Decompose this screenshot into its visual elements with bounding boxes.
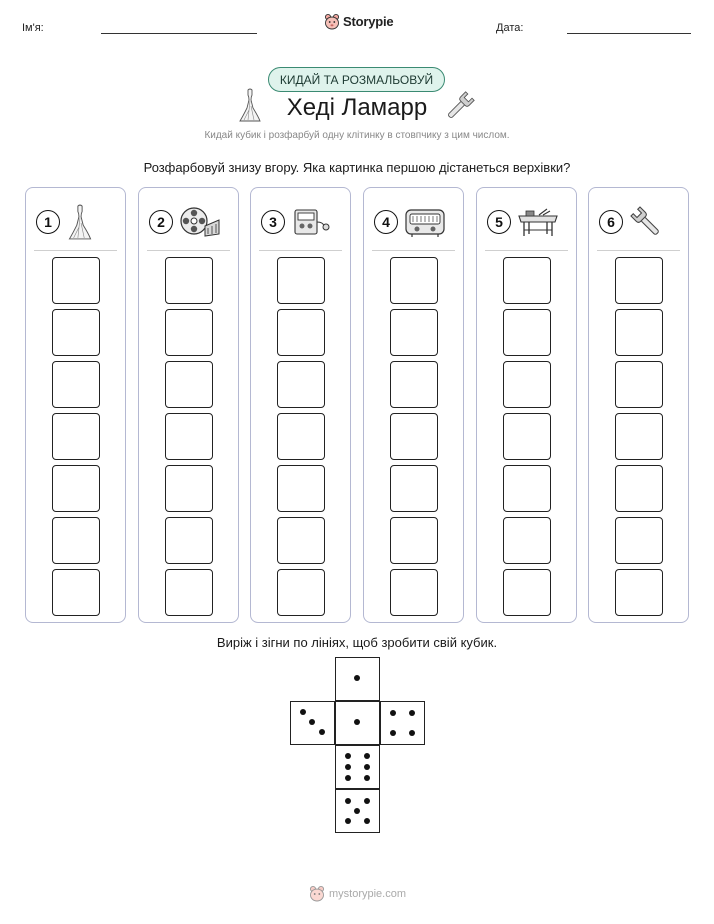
- dice-pip: [354, 719, 360, 725]
- storypie-logo: [324, 13, 393, 30]
- dice-pip: [345, 798, 351, 804]
- coloring-cell[interactable]: [165, 309, 213, 356]
- column-3: [250, 187, 351, 623]
- column-divider: [147, 250, 230, 251]
- coloring-cell[interactable]: [277, 309, 325, 356]
- footer: [309, 885, 406, 902]
- coloring-cells: [165, 257, 214, 621]
- coloring-cells: [615, 257, 664, 621]
- coloring-cell[interactable]: [277, 569, 325, 616]
- wrench-icon: [444, 90, 476, 127]
- column-4: [363, 187, 464, 623]
- coloring-cell[interactable]: [277, 361, 325, 408]
- coloring-cell[interactable]: [390, 465, 438, 512]
- coloring-cell[interactable]: [52, 361, 100, 408]
- dice-pip: [354, 808, 360, 814]
- column-number: 6: [599, 210, 623, 234]
- coloring-cells: [52, 257, 101, 621]
- cut-instruction: Виріж і зігни по лініях, щоб зробити свій кубик.: [216, 635, 498, 650]
- coloring-cell[interactable]: [615, 309, 663, 356]
- coloring-cell[interactable]: [615, 569, 663, 616]
- column-number: 4: [374, 210, 398, 234]
- page-title: Хеді Ламарр: [286, 94, 428, 121]
- coloring-cell[interactable]: [277, 413, 325, 460]
- coloring-cell[interactable]: [52, 517, 100, 564]
- coloring-cell[interactable]: [615, 413, 663, 460]
- coloring-cell[interactable]: [52, 569, 100, 616]
- coloring-cell[interactable]: [52, 465, 100, 512]
- date-write-line: [567, 33, 691, 34]
- storypie-mascot-icon: [309, 885, 325, 902]
- coloring-cell[interactable]: [503, 309, 551, 356]
- coloring-cell[interactable]: [52, 413, 100, 460]
- workbench-icon: [517, 206, 559, 238]
- dice-pip: [345, 753, 351, 759]
- column-number: 2: [149, 210, 173, 234]
- coloring-cell[interactable]: [165, 465, 213, 512]
- wrench-icon: [629, 205, 663, 239]
- column-divider: [34, 250, 117, 251]
- name-label: Ім'я:: [22, 22, 44, 34]
- dice-pip: [409, 710, 415, 716]
- coloring-cell[interactable]: [503, 257, 551, 304]
- dice-pip: [364, 798, 370, 804]
- footer-url: mystorypie.com: [329, 887, 407, 900]
- column-2: [138, 187, 239, 623]
- coloring-cell[interactable]: [390, 517, 438, 564]
- vintage-radio-icon: [404, 206, 446, 238]
- coloring-cell[interactable]: [165, 517, 213, 564]
- coloring-cell[interactable]: [277, 257, 325, 304]
- coloring-cell[interactable]: [503, 517, 551, 564]
- coloring-cell[interactable]: [390, 413, 438, 460]
- dice-pip: [345, 775, 351, 781]
- coloring-cell[interactable]: [390, 309, 438, 356]
- coloring-cells: [390, 257, 439, 621]
- activity-badge: КИДАЙ ТА РОЗМАЛЬОВУЙ: [268, 67, 445, 92]
- coloring-cell[interactable]: [503, 465, 551, 512]
- coloring-cell[interactable]: [165, 413, 213, 460]
- column-1: [25, 187, 126, 623]
- dice-pip: [364, 764, 370, 770]
- coloring-cell[interactable]: [390, 361, 438, 408]
- radio-transmitter-icon: [291, 206, 331, 238]
- dice-pip: [309, 719, 315, 725]
- dice-pip: [319, 729, 325, 735]
- column-number: 5: [487, 210, 511, 234]
- subtitle: Кидай кубик і розфарбуй одну клітинку в стовпчику з цим числом.: [204, 130, 510, 141]
- coloring-cell[interactable]: [277, 465, 325, 512]
- coloring-cell[interactable]: [52, 257, 100, 304]
- dice-pip: [409, 730, 415, 736]
- dice-face-3: [290, 701, 335, 745]
- coloring-cell[interactable]: [615, 361, 663, 408]
- column-divider: [372, 250, 455, 251]
- film-reel-icon: [179, 206, 221, 238]
- instruction: Розфарбовуй знизу вгору. Яка картинка першою дістанеться верхівки?: [143, 160, 571, 175]
- coloring-cell[interactable]: [390, 257, 438, 304]
- dice-face-5: [335, 789, 380, 833]
- column-6: [588, 187, 689, 623]
- dice-pip: [345, 764, 351, 770]
- dice-pip: [364, 753, 370, 759]
- column-divider: [485, 250, 568, 251]
- dice-pip: [390, 710, 396, 716]
- dice-pip: [364, 818, 370, 824]
- dice-face-4: [380, 701, 425, 745]
- dice-pip: [364, 775, 370, 781]
- dice-face-1: [335, 701, 380, 745]
- dice-pip: [345, 818, 351, 824]
- coloring-cell[interactable]: [165, 257, 213, 304]
- coloring-cell[interactable]: [390, 569, 438, 616]
- dice-face-1: [335, 657, 380, 701]
- logo-text: Storypie: [343, 14, 394, 29]
- coloring-cell[interactable]: [165, 361, 213, 408]
- coloring-cell[interactable]: [503, 361, 551, 408]
- column-divider: [597, 250, 680, 251]
- dice-pip: [300, 709, 306, 715]
- coloring-cell[interactable]: [165, 569, 213, 616]
- coloring-cells: [503, 257, 552, 621]
- coloring-cell[interactable]: [615, 517, 663, 564]
- name-write-line: [101, 33, 257, 34]
- column-5: [476, 187, 577, 623]
- coloring-cell[interactable]: [615, 465, 663, 512]
- coloring-cell[interactable]: [503, 569, 551, 616]
- column-number: 1: [36, 210, 60, 234]
- date-label: Дата:: [496, 22, 524, 34]
- column-divider: [259, 250, 342, 251]
- column-number: 3: [261, 210, 285, 234]
- coloring-cell[interactable]: [277, 517, 325, 564]
- evening-gown-icon: [66, 204, 94, 240]
- coloring-cell[interactable]: [615, 257, 663, 304]
- coloring-cell[interactable]: [503, 413, 551, 460]
- dice-face-6: [335, 745, 380, 789]
- coloring-cell[interactable]: [52, 309, 100, 356]
- storypie-mascot-icon: [324, 13, 340, 30]
- coloring-cells: [277, 257, 326, 621]
- dice-pip: [354, 675, 360, 681]
- dice-pip: [390, 730, 396, 736]
